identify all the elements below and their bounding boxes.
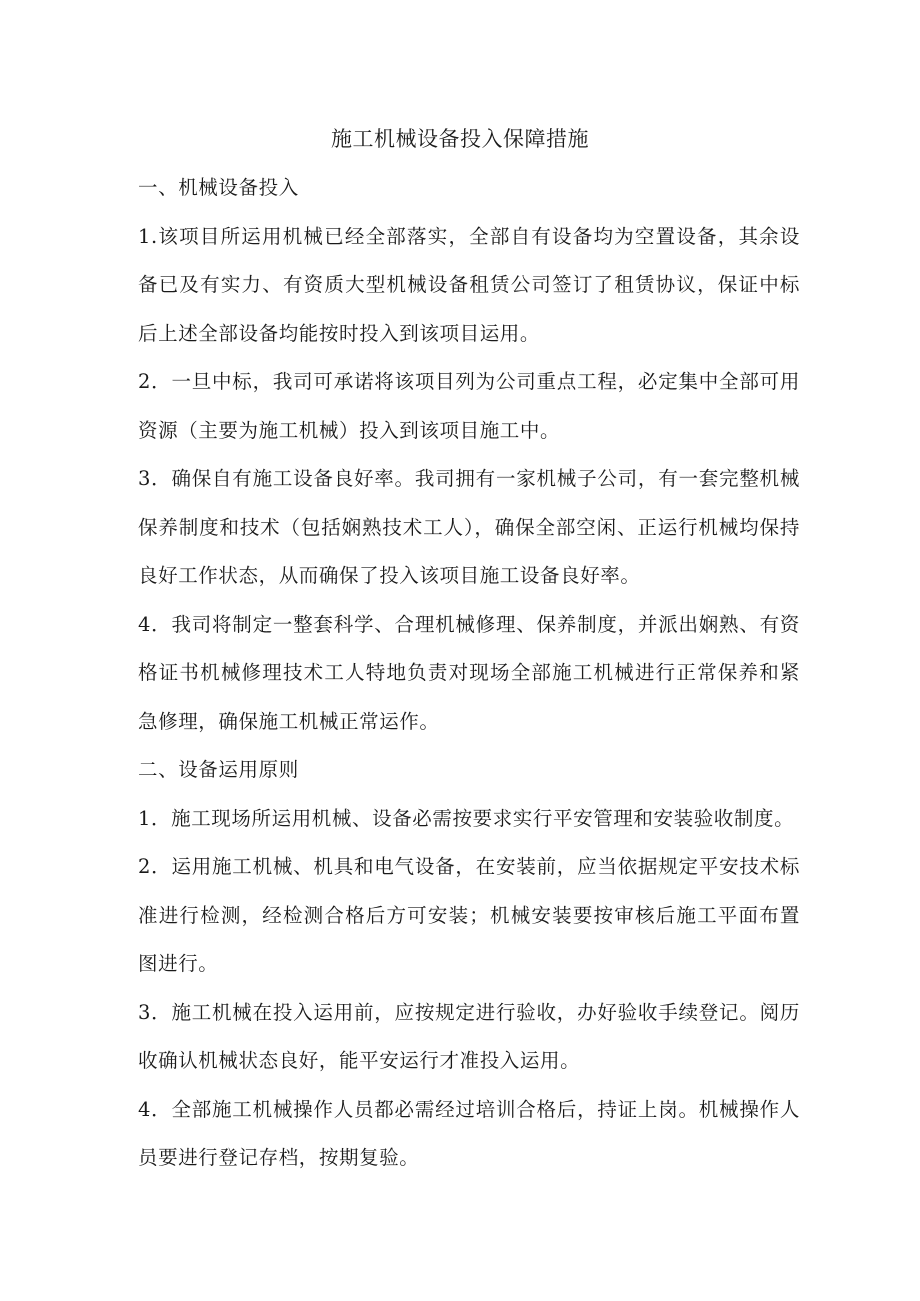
paragraph: 4．全部施工机械操作人员都必需经过培训合格后，持证上岗。机械操作人员要进行登记存档，按期复验。 (138, 1097, 800, 1169)
section-heading: 一、机械设备投入 (138, 176, 299, 199)
section-heading: 二、设备运用原则 (138, 758, 299, 781)
document-body (138, 164, 800, 1183)
paragraph: 2．运用施工机械、机具和电气设备，在安装前，应当依据规定平安技术标准进行检测，经检测合格后方可安装；机械安装要按审核后施工平面布置图进行。 (138, 855, 800, 975)
paragraph: 4．我司将制定一整套科学、合理机械修理、保养制度，并派出娴熟、有资格证书机械修理技术工人特地负责对现场全部施工机械进行正常保养和紧急修理，确保施工机械正常运作。 (138, 612, 800, 733)
paragraph: 1.该项目所运用机械已经全部落实，全部自有设备均为空置设备，其余设备已及有实力、有资质大型机械设备租赁公司签订了租赁协议，保证中标后上述全部设备均能按时投入到该项目运用。 (138, 224, 800, 345)
paragraph: 3．确保自有施工设备良好率。我司拥有一家机械子公司，有一套完整机械保养制度和技术（包括娴熟技术工人），确保全部空闲、正运行机械均保持良好工作状态，从而确保了投入该项目施工设备良好率。 (138, 467, 800, 587)
paragraph: 1．施工现场所运用机械、设备必需按要求实行平安管理和安装验收制度。 (138, 806, 795, 830)
paragraph: 3．施工机械在投入运用前，应按规定进行验收，办好验收手续登记。阅历收确认机械状态良好，能平安运行才准投入运用。 (138, 1000, 800, 1072)
paragraph: 2．一旦中标，我司可承诺将该项目列为公司重点工程，必定集中全部可用资源（主要为施工机械）投入到该项目施工中。 (138, 370, 800, 442)
document-title: 施工机械设备投入保障措施 (331, 127, 589, 151)
